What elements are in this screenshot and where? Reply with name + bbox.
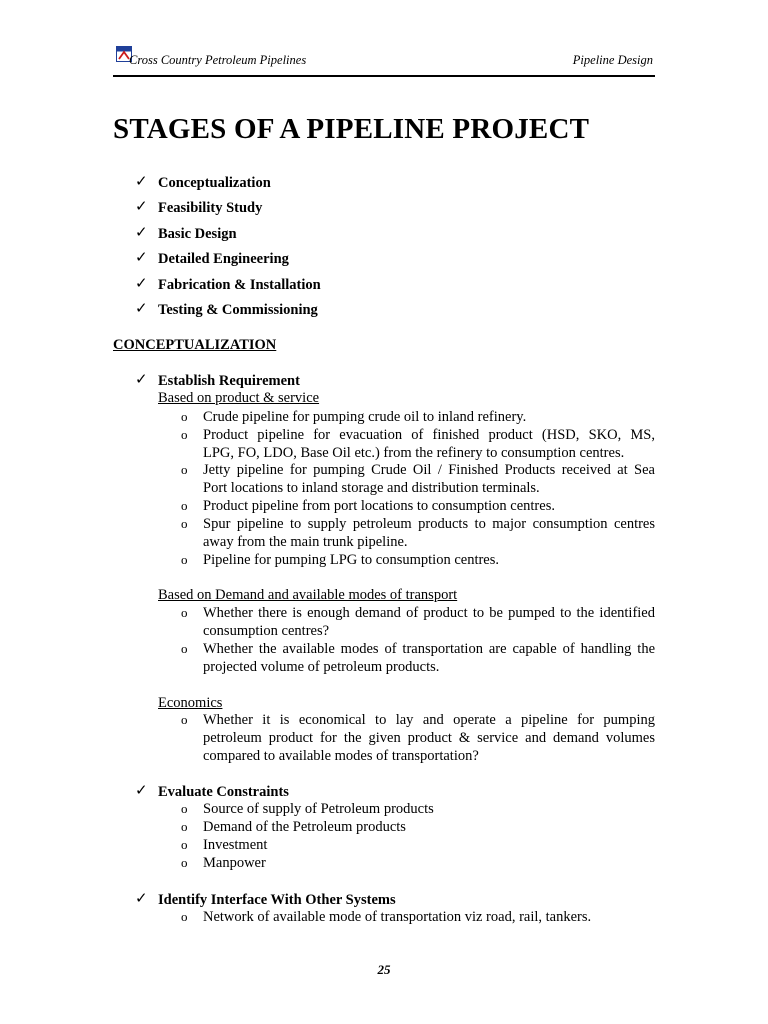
check-icon: ✓ <box>135 891 148 907</box>
check-icon: ✓ <box>135 301 148 317</box>
page-title: STAGES OF A PIPELINE PROJECT <box>113 113 590 145</box>
check-icon: ✓ <box>135 783 148 799</box>
list-item: Whether the available modes of transportation are capable of handling the projected volume of petroleum products. <box>203 641 655 675</box>
bullet-icon: o <box>181 462 188 477</box>
stage-item: Conceptualization <box>158 175 271 191</box>
requirement-heading: Establish Requirement <box>158 373 300 389</box>
stage-item: Testing & Commissioning <box>158 302 318 318</box>
stage-item: Basic Design <box>158 226 237 242</box>
stage-item: Feasibility Study <box>158 200 263 216</box>
stage-item: Detailed Engineering <box>158 251 289 267</box>
bullet-icon: o <box>181 516 188 531</box>
check-icon: ✓ <box>135 372 148 388</box>
bullet-icon: o <box>181 801 188 816</box>
bullet-icon: o <box>181 427 188 442</box>
check-icon: ✓ <box>135 276 148 292</box>
list-item: Investment <box>203 837 268 853</box>
bullet-icon: o <box>181 837 188 852</box>
constraints-heading: Evaluate Constraints <box>158 784 289 800</box>
check-icon: ✓ <box>135 250 148 266</box>
page-header <box>113 46 655 76</box>
list-item: Product pipeline for evacuation of finished product (HSD, SKO, MS, LPG, FO, LDO, Base Oil etc.) from the refinery to consumption centres. <box>203 427 655 461</box>
list-item: Source of supply of Petroleum products <box>203 801 434 817</box>
bullet-icon: o <box>181 641 188 656</box>
header-document-title: Cross Country Petroleum Pipelines <box>129 53 307 67</box>
check-icon: ✓ <box>135 174 148 190</box>
bullet-icon: o <box>181 855 188 870</box>
list-item: Whether there is enough demand of product to be pumped to the identified consumption centres? <box>203 605 655 639</box>
section-heading: CONCEPTUALIZATION <box>113 337 277 353</box>
product-service-subheading: Based on product & service <box>158 390 320 406</box>
list-item: Manpower <box>203 855 266 871</box>
list-item: Spur pipeline to supply petroleum products to major consumption centres away from the main trunk pipeline. <box>203 516 655 550</box>
list-item: Pipeline for pumping LPG to consumption centres. <box>203 552 500 568</box>
economics-subheading: Economics <box>158 695 223 711</box>
bullet-icon: o <box>181 712 188 727</box>
bullet-icon: o <box>181 498 188 513</box>
list-item: Demand of the Petroleum products <box>203 819 406 835</box>
interface-heading: Identify Interface With Other Systems <box>158 892 396 908</box>
list-item: Network of available mode of transportation viz road, rail, tankers. <box>203 909 592 925</box>
check-icon: ✓ <box>135 199 148 215</box>
check-icon: ✓ <box>135 225 148 241</box>
bullet-icon: o <box>181 819 188 834</box>
bullet-icon: o <box>181 605 188 620</box>
list-item: Whether it is economical to lay and operate a pipeline for pumping petroleum product for the given product & service and demand volumes compared to available modes of transportation? <box>203 712 655 764</box>
stage-item: Fabrication & Installation <box>158 277 321 293</box>
demand-subheading: Based on Demand and available modes of transport <box>158 587 458 603</box>
bullet-icon: o <box>181 552 188 567</box>
page-number: 25 <box>377 962 391 977</box>
bullet-icon: o <box>181 909 188 924</box>
header-divider <box>113 75 655 77</box>
list-item: Crude pipeline for pumping crude oil to inland refinery. <box>203 409 527 425</box>
header-section-title: Pipeline Design <box>572 53 653 67</box>
bullet-icon: o <box>181 409 188 424</box>
list-item: Jetty pipeline for pumping Crude Oil / Finished Products received at Sea Port locations to inland storage and distribution terminals. <box>203 462 655 496</box>
list-item: Product pipeline from port locations to consumption centres. <box>203 498 555 514</box>
